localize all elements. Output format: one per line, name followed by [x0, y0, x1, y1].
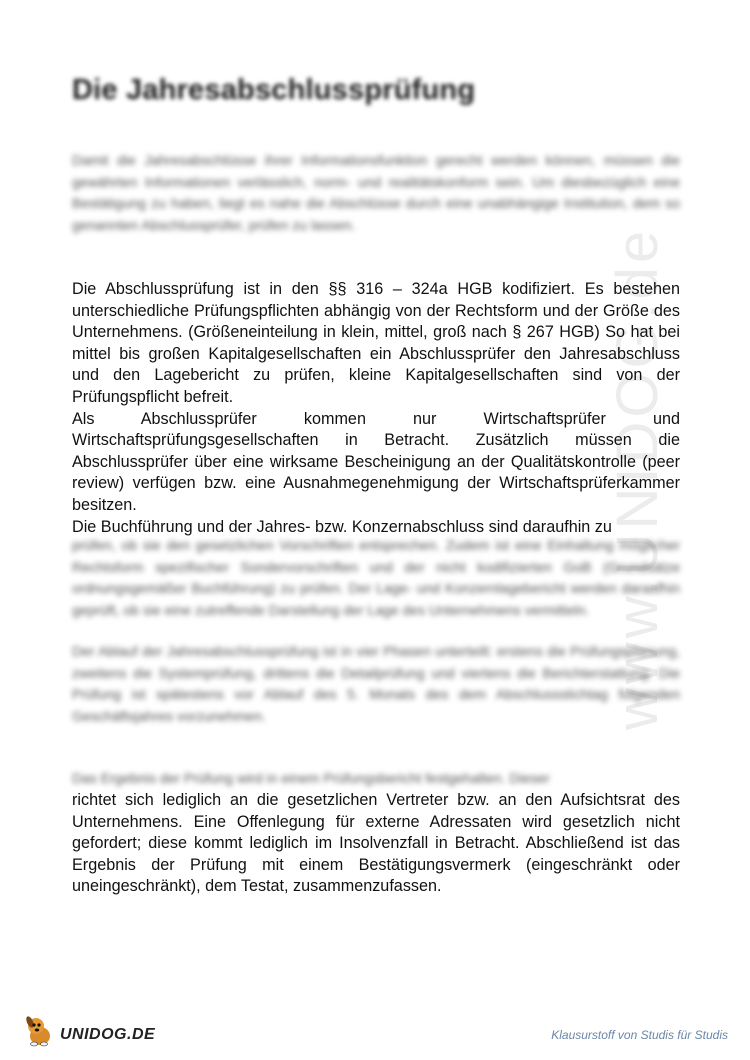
report-line-blurred: Das Ergebnis der Prüfung wird in einem Prüfungsbericht festgehalten. Dieser — [72, 770, 550, 786]
dog-mascot-icon — [22, 1012, 58, 1048]
intro-paragraph-blurred: Damit die Jahresabschlüsse ihrer Informationsfunktion gerecht werden können, müssen die gewährten Informationen verlässlich, norm- und realitätskonform sein. Um diesbezüglich eine Bestätigung zu haben, liegt es nahe die Abschlüsse durch eine unabhängige Institution, dem so genannten Abschlussprüfer, prüfen zu lassen. — [72, 152, 680, 233]
paragraph-report-recipients: richtet sich lediglich an die gesetzlichen Vertreter bzw. an den Aufsichtsrat des Unternehmens. Eine Offenlegung für externe Adressaten wird gesetzlich nicht gefordert; diese kommt lediglich im Insolvenzfall in Betracht. Abschließend ist das Ergebnis der Prüfung mit einem Bestätigungsvermerk (eingeschränkt oder uneingeschränkt), dem Testat, zusammenzufassen. — [72, 791, 680, 896]
process-paragraph-blurred: Der Ablauf der Jahresabschlussprüfung ist in vier Phasen unterteilt: erstens die Prüfungsplanung, zweitens die Systemprüfung, drittens die Detailprüfung und viertens die Berichterstattung. Die Prüfung ist spätestens vor Ablauf des 5. Monats des dem Abschlussstichtag folgenden Geschäftsjahres vorzunehmen. — [72, 643, 680, 724]
document-title: Die Jahresabschlussprüfung — [72, 74, 476, 106]
visible-text-section-1 — [72, 279, 680, 538]
footer-logo[interactable] — [22, 1012, 155, 1048]
visible-text-section-2 — [72, 790, 680, 898]
middle-paragraph-blurred: prüfen, ob sie den gesetzlichen Vorschriften entsprechen. Zudem ist eine Einhaltung möglicher Rechtsform spezifischer Sondervorschriften und der nicht kodifizierten GoB (Grundsätze ordnungsgemäßer Buchführung) zu prüfen. Der Lage- und Konzernlagebericht werden daraufhin geprüft, ob sie eine zutreffende Darstellung der Lage des Unternehmens vermitteln. — [72, 537, 680, 618]
footer-slogan: Klausurstoff von Studis für Studis — [551, 1028, 728, 1042]
paragraph-auditors: Als Abschlussprüfer kommen nur Wirtschaftsprüfer und Wirtschaftsprüfungsgesellschaften in Betracht. Zusätzlich müssen die Abschlussprüfer über eine wirksame Bescheinigung an der Qualitätskontrolle (peer review) verfügen bzw. eine Ausnahmegenehmigung der Wirtschaftsprüferkammer besitzen. — [72, 409, 680, 514]
paragraph-legal-basis: Die Abschlussprüfung ist in den §§ 316 – 324a HGB kodifiziert. Es bestehen unterschiedliche Prüfungspflichten abhängig von der Rechtsform und der Größe des Unternehmens. (Größeneinteilung in klein, mittel, groß nach § 267 HGB) So hat bei mittel bis großen Kapitalgesellschaften ein Abschlussprüfer den Jahresabschluss und den Lagebericht zu prüfen, kleine Kapitalgesellschaften sind von der Prüfungspflicht befreit. — [72, 280, 680, 406]
logo-text: UNIDOG.DE — [60, 1026, 156, 1043]
watermark: www.UNIDOG.de — [605, 226, 670, 730]
paragraph-scope: Die Buchführung und der Jahres- bzw. Konzernabschluss sind daraufhin zu — [72, 517, 612, 536]
